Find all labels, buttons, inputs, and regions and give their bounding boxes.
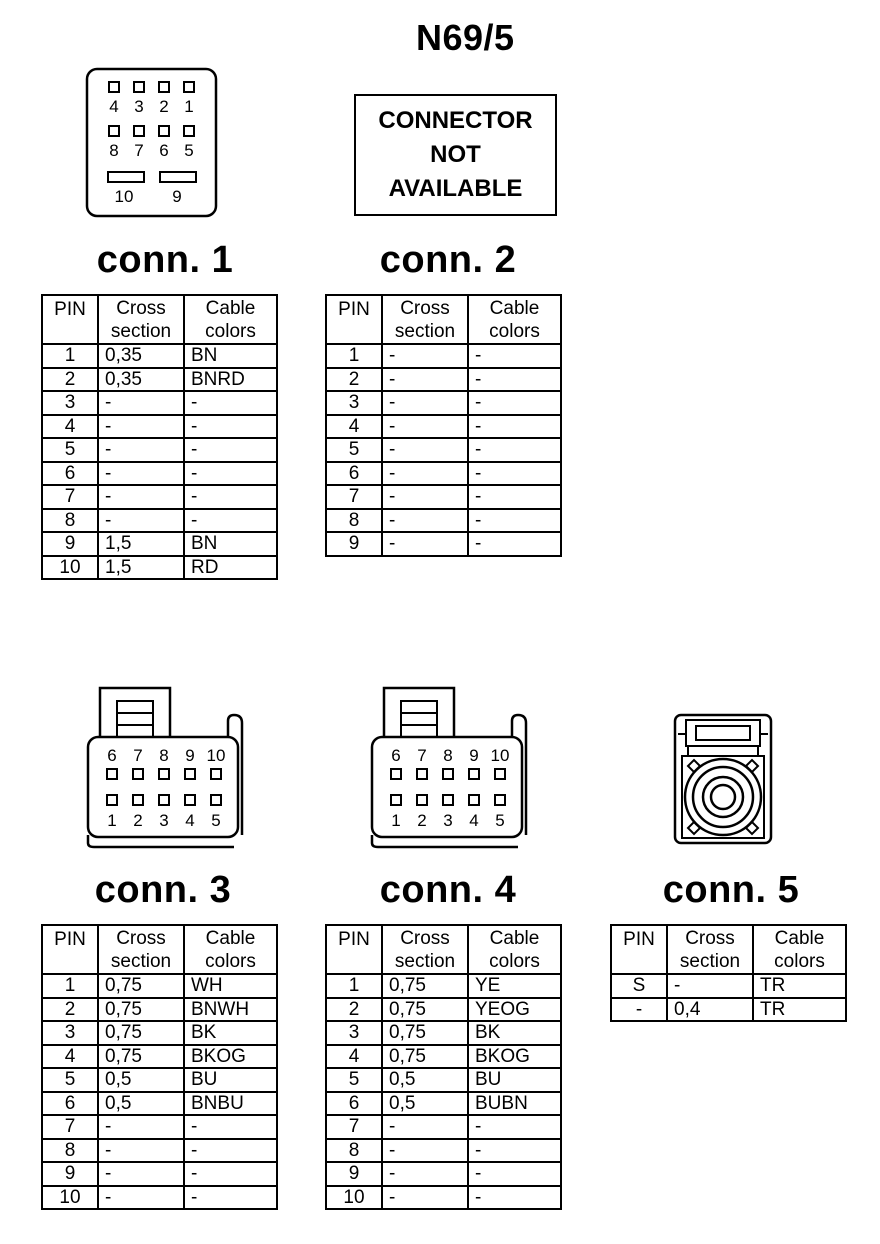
cross-section-cell: 0,75 bbox=[98, 1045, 184, 1069]
pin-cell: 7 bbox=[326, 1115, 382, 1139]
pin-cell: 2 bbox=[42, 998, 98, 1022]
cable-color-cell: - bbox=[468, 509, 561, 533]
pin-cell: 4 bbox=[326, 1045, 382, 1069]
pin-number: 8 bbox=[159, 746, 169, 765]
cross-section-header: Cross section bbox=[382, 925, 468, 974]
table-row bbox=[42, 998, 277, 1022]
pin-cell: 9 bbox=[326, 1162, 382, 1186]
conn-5-label: conn. 5 bbox=[662, 869, 800, 911]
cable-color-cell: BKOG bbox=[468, 1045, 561, 1069]
pin-cell: 3 bbox=[42, 391, 98, 415]
pin-number: 3 bbox=[134, 97, 144, 116]
pin-number: 10 bbox=[490, 746, 510, 765]
cross-section-cell: - bbox=[98, 1115, 184, 1139]
pin-number: 5 bbox=[211, 811, 221, 830]
conn-1-label: conn. 1 bbox=[96, 239, 234, 281]
table-row bbox=[326, 1092, 561, 1116]
cross-section-cell: - bbox=[98, 1162, 184, 1186]
table-row bbox=[326, 1139, 561, 1163]
cross-section-cell: - bbox=[382, 509, 468, 533]
pin-cell: 4 bbox=[326, 415, 382, 439]
pin-number: 9 bbox=[469, 746, 479, 765]
cross-section-cell: - bbox=[98, 1139, 184, 1163]
pin-number: 4 bbox=[109, 97, 119, 116]
cable-color-cell: BK bbox=[468, 1021, 561, 1045]
pin-number: 3 bbox=[159, 811, 169, 830]
table-row bbox=[42, 1115, 277, 1139]
pin-number: 7 bbox=[133, 746, 143, 765]
conn-3-table bbox=[41, 924, 278, 1210]
cross-section-cell: 0,75 bbox=[382, 974, 468, 998]
cross-section-cell: 0,75 bbox=[98, 998, 184, 1022]
pin-cell: 8 bbox=[326, 1139, 382, 1163]
connector-1-diagram bbox=[86, 68, 218, 218]
pin-header: PIN bbox=[42, 925, 98, 974]
cable-color-cell: BUBN bbox=[468, 1092, 561, 1116]
cross-section-cell: - bbox=[667, 974, 753, 998]
cross-section-cell: - bbox=[382, 438, 468, 462]
not-available-line-1: CONNECTOR bbox=[378, 107, 533, 134]
pin-cell: 8 bbox=[326, 509, 382, 533]
cross-section-cell: 0,75 bbox=[382, 1045, 468, 1069]
cable-colors-header: Cable colors bbox=[184, 295, 277, 344]
pin-number: 2 bbox=[133, 811, 143, 830]
pin-cell: 7 bbox=[42, 485, 98, 509]
pin-cell: 2 bbox=[326, 368, 382, 392]
pin-number: 2 bbox=[159, 97, 169, 116]
table-row bbox=[42, 509, 277, 533]
cable-color-cell: BKOG bbox=[184, 1045, 277, 1069]
pin-number: 9 bbox=[172, 187, 182, 206]
cable-color-cell: BN bbox=[184, 344, 277, 368]
pin-cell: 7 bbox=[326, 485, 382, 509]
cable-color-cell: - bbox=[468, 438, 561, 462]
cable-color-cell: - bbox=[468, 532, 561, 556]
table-row bbox=[326, 438, 561, 462]
cable-color-cell: - bbox=[184, 509, 277, 533]
page-title: N69/5 bbox=[416, 17, 515, 58]
cable-color-cell: - bbox=[184, 1186, 277, 1210]
not-available-line-2: NOT bbox=[430, 141, 481, 168]
cross-section-header: Cross section bbox=[667, 925, 753, 974]
table-row bbox=[42, 368, 277, 392]
cross-section-header: Cross section bbox=[98, 925, 184, 974]
table-row bbox=[326, 998, 561, 1022]
cross-section-cell: 0,4 bbox=[667, 998, 753, 1022]
pin-header: PIN bbox=[326, 295, 382, 344]
conn-2-label: conn. 2 bbox=[379, 239, 517, 281]
conn-4-label: conn. 4 bbox=[379, 869, 517, 911]
table-row bbox=[326, 391, 561, 415]
cable-color-cell: - bbox=[468, 344, 561, 368]
table-row bbox=[326, 485, 561, 509]
cable-colors-header: Cable colors bbox=[468, 925, 561, 974]
table-row bbox=[42, 1186, 277, 1210]
cross-section-cell: 0,5 bbox=[382, 1092, 468, 1116]
cross-section-cell: - bbox=[382, 368, 468, 392]
pin-cell: 5 bbox=[326, 1068, 382, 1092]
cross-section-cell: 0,35 bbox=[98, 368, 184, 392]
conn-5-table bbox=[610, 924, 847, 1022]
table-row bbox=[42, 1068, 277, 1092]
table-header-row bbox=[326, 295, 561, 344]
table-row bbox=[42, 1139, 277, 1163]
pin-cell: 10 bbox=[326, 1186, 382, 1210]
pin-cell: 8 bbox=[42, 1139, 98, 1163]
cable-color-cell: YEOG bbox=[468, 998, 561, 1022]
cross-section-cell: - bbox=[98, 438, 184, 462]
cross-section-cell: 0,35 bbox=[98, 344, 184, 368]
cable-color-cell: BNWH bbox=[184, 998, 277, 1022]
cable-color-cell: WH bbox=[184, 974, 277, 998]
cross-section-cell: - bbox=[382, 1139, 468, 1163]
pin-number: 8 bbox=[109, 141, 119, 160]
cross-section-cell: - bbox=[382, 1162, 468, 1186]
cable-color-cell: BN bbox=[184, 532, 277, 556]
table-row bbox=[326, 509, 561, 533]
pin-cell: 5 bbox=[326, 438, 382, 462]
cable-color-cell: - bbox=[468, 368, 561, 392]
cross-section-cell: - bbox=[98, 391, 184, 415]
pin-header: PIN bbox=[326, 925, 382, 974]
cable-colors-header: Cable colors bbox=[753, 925, 846, 974]
table-row bbox=[42, 1162, 277, 1186]
cable-color-cell: - bbox=[184, 415, 277, 439]
pin-number: 7 bbox=[417, 746, 427, 765]
cross-section-cell: - bbox=[98, 415, 184, 439]
pin-cell: 1 bbox=[326, 974, 382, 998]
connector-4-diagram bbox=[368, 685, 530, 850]
cable-colors-header: Cable colors bbox=[468, 295, 561, 344]
table-row bbox=[326, 1186, 561, 1210]
pin-header: PIN bbox=[42, 295, 98, 344]
table-row bbox=[42, 344, 277, 368]
pin-cell: 9 bbox=[42, 1162, 98, 1186]
table-header-row bbox=[42, 295, 277, 344]
table-row bbox=[42, 415, 277, 439]
table-row bbox=[42, 1021, 277, 1045]
pin-number: 6 bbox=[107, 746, 117, 765]
table-row bbox=[42, 485, 277, 509]
pin-number: 1 bbox=[391, 811, 401, 830]
cable-color-cell: - bbox=[468, 1162, 561, 1186]
table-header-row bbox=[42, 925, 277, 974]
pin-cell: 5 bbox=[42, 1068, 98, 1092]
cable-color-cell: TR bbox=[753, 998, 846, 1022]
cross-section-cell: - bbox=[98, 485, 184, 509]
cross-section-cell: - bbox=[98, 1186, 184, 1210]
pin-cell: 6 bbox=[326, 462, 382, 486]
cable-color-cell: - bbox=[468, 462, 561, 486]
pin-number: 4 bbox=[185, 811, 195, 830]
cable-color-cell: BK bbox=[184, 1021, 277, 1045]
pin-cell: 2 bbox=[42, 368, 98, 392]
cable-color-cell: - bbox=[468, 485, 561, 509]
cross-section-header: Cross section bbox=[382, 295, 468, 344]
connector-3-diagram bbox=[84, 685, 246, 850]
connector-5-diagram bbox=[674, 714, 778, 850]
cross-section-cell: 1,5 bbox=[98, 532, 184, 556]
cross-section-cell: 1,5 bbox=[98, 556, 184, 580]
pin-cell: 3 bbox=[326, 1021, 382, 1045]
table-row bbox=[42, 532, 277, 556]
conn-4-table bbox=[325, 924, 562, 1210]
pin-cell: 9 bbox=[326, 532, 382, 556]
pin-cell: 8 bbox=[42, 509, 98, 533]
cable-color-cell: - bbox=[468, 391, 561, 415]
pin-cell: 6 bbox=[326, 1092, 382, 1116]
cable-color-cell: BU bbox=[468, 1068, 561, 1092]
pin-number: 5 bbox=[495, 811, 505, 830]
cross-section-cell: - bbox=[382, 532, 468, 556]
pin-cell: 1 bbox=[42, 974, 98, 998]
cross-section-cell: - bbox=[382, 415, 468, 439]
cable-color-cell: - bbox=[184, 438, 277, 462]
table-row bbox=[42, 974, 277, 998]
pin-cell: 4 bbox=[42, 415, 98, 439]
connector-not-available-box bbox=[354, 94, 557, 216]
table-row bbox=[326, 1021, 561, 1045]
pin-cell: 2 bbox=[326, 998, 382, 1022]
pin-cell: 9 bbox=[42, 532, 98, 556]
table-row bbox=[611, 974, 846, 998]
table-row bbox=[326, 344, 561, 368]
cable-color-cell: - bbox=[184, 1162, 277, 1186]
cross-section-cell: - bbox=[382, 462, 468, 486]
cross-section-cell: 0,5 bbox=[382, 1068, 468, 1092]
table-row bbox=[326, 1045, 561, 1069]
cable-color-cell: - bbox=[184, 391, 277, 415]
table-row bbox=[42, 462, 277, 486]
cable-colors-header: Cable colors bbox=[184, 925, 277, 974]
cross-section-cell: 0,75 bbox=[98, 1021, 184, 1045]
cross-section-cell: - bbox=[98, 462, 184, 486]
pin-cell: S bbox=[611, 974, 667, 998]
cable-color-cell: - bbox=[468, 1186, 561, 1210]
table-row bbox=[326, 532, 561, 556]
table-row bbox=[611, 998, 846, 1022]
pin-number: 10 bbox=[114, 187, 134, 206]
cable-color-cell: BNBU bbox=[184, 1092, 277, 1116]
pin-number: 7 bbox=[134, 141, 144, 160]
pin-number: 10 bbox=[206, 746, 226, 765]
pin-number: 5 bbox=[184, 141, 194, 160]
pin-number: 6 bbox=[391, 746, 401, 765]
cross-section-cell: - bbox=[382, 1115, 468, 1139]
conn-2-table bbox=[325, 294, 562, 557]
table-row bbox=[326, 368, 561, 392]
conn-1-table bbox=[41, 294, 278, 580]
table-row bbox=[42, 438, 277, 462]
table-row bbox=[42, 1045, 277, 1069]
pin-cell: 10 bbox=[42, 556, 98, 580]
pin-cell: 3 bbox=[42, 1021, 98, 1045]
cable-color-cell: - bbox=[468, 1115, 561, 1139]
cross-section-cell: 0,75 bbox=[382, 998, 468, 1022]
pin-cell: 5 bbox=[42, 438, 98, 462]
not-available-line-3: AVAILABLE bbox=[388, 175, 523, 202]
table-row bbox=[326, 1068, 561, 1092]
cross-section-cell: 0,5 bbox=[98, 1092, 184, 1116]
table-header-row bbox=[611, 925, 846, 974]
cross-section-cell: 0,75 bbox=[382, 1021, 468, 1045]
cable-color-cell: - bbox=[184, 462, 277, 486]
cross-section-cell: - bbox=[382, 344, 468, 368]
pin-cell: 6 bbox=[42, 1092, 98, 1116]
pin-cell: 3 bbox=[326, 391, 382, 415]
pin-cell: 10 bbox=[42, 1186, 98, 1210]
table-row bbox=[326, 974, 561, 998]
cross-section-cell: 0,5 bbox=[98, 1068, 184, 1092]
pin-cell: 6 bbox=[42, 462, 98, 486]
pin-number: 1 bbox=[184, 97, 194, 116]
cable-color-cell: - bbox=[184, 485, 277, 509]
cross-section-cell: 0,75 bbox=[98, 974, 184, 998]
pin-cell: 4 bbox=[42, 1045, 98, 1069]
cross-section-header: Cross section bbox=[98, 295, 184, 344]
pin-number: 4 bbox=[469, 811, 479, 830]
cable-color-cell: - bbox=[184, 1115, 277, 1139]
table-row bbox=[326, 462, 561, 486]
cable-color-cell: BU bbox=[184, 1068, 277, 1092]
cross-section-cell: - bbox=[382, 485, 468, 509]
table-row bbox=[42, 1092, 277, 1116]
table-row bbox=[326, 1115, 561, 1139]
cross-section-cell: - bbox=[382, 1186, 468, 1210]
cable-color-cell: - bbox=[468, 1139, 561, 1163]
pin-number: 8 bbox=[443, 746, 453, 765]
table-row bbox=[326, 1162, 561, 1186]
table-header-row bbox=[326, 925, 561, 974]
cable-color-cell: - bbox=[184, 1139, 277, 1163]
pin-cell: 1 bbox=[326, 344, 382, 368]
pin-number: 1 bbox=[107, 811, 117, 830]
pin-header: PIN bbox=[611, 925, 667, 974]
pin-cell: - bbox=[611, 998, 667, 1022]
cable-color-cell: YE bbox=[468, 974, 561, 998]
conn-3-label: conn. 3 bbox=[94, 869, 232, 911]
cable-color-cell: RD bbox=[184, 556, 277, 580]
cable-color-cell: BNRD bbox=[184, 368, 277, 392]
pin-number: 2 bbox=[417, 811, 427, 830]
pin-cell: 1 bbox=[42, 344, 98, 368]
cable-color-cell: TR bbox=[753, 974, 846, 998]
table-row bbox=[42, 391, 277, 415]
cross-section-cell: - bbox=[382, 391, 468, 415]
table-row bbox=[42, 556, 277, 580]
cross-section-cell: - bbox=[98, 509, 184, 533]
pin-number: 3 bbox=[443, 811, 453, 830]
table-row bbox=[326, 415, 561, 439]
pin-number: 9 bbox=[185, 746, 195, 765]
pin-number: 6 bbox=[159, 141, 169, 160]
pin-cell: 7 bbox=[42, 1115, 98, 1139]
cable-color-cell: - bbox=[468, 415, 561, 439]
